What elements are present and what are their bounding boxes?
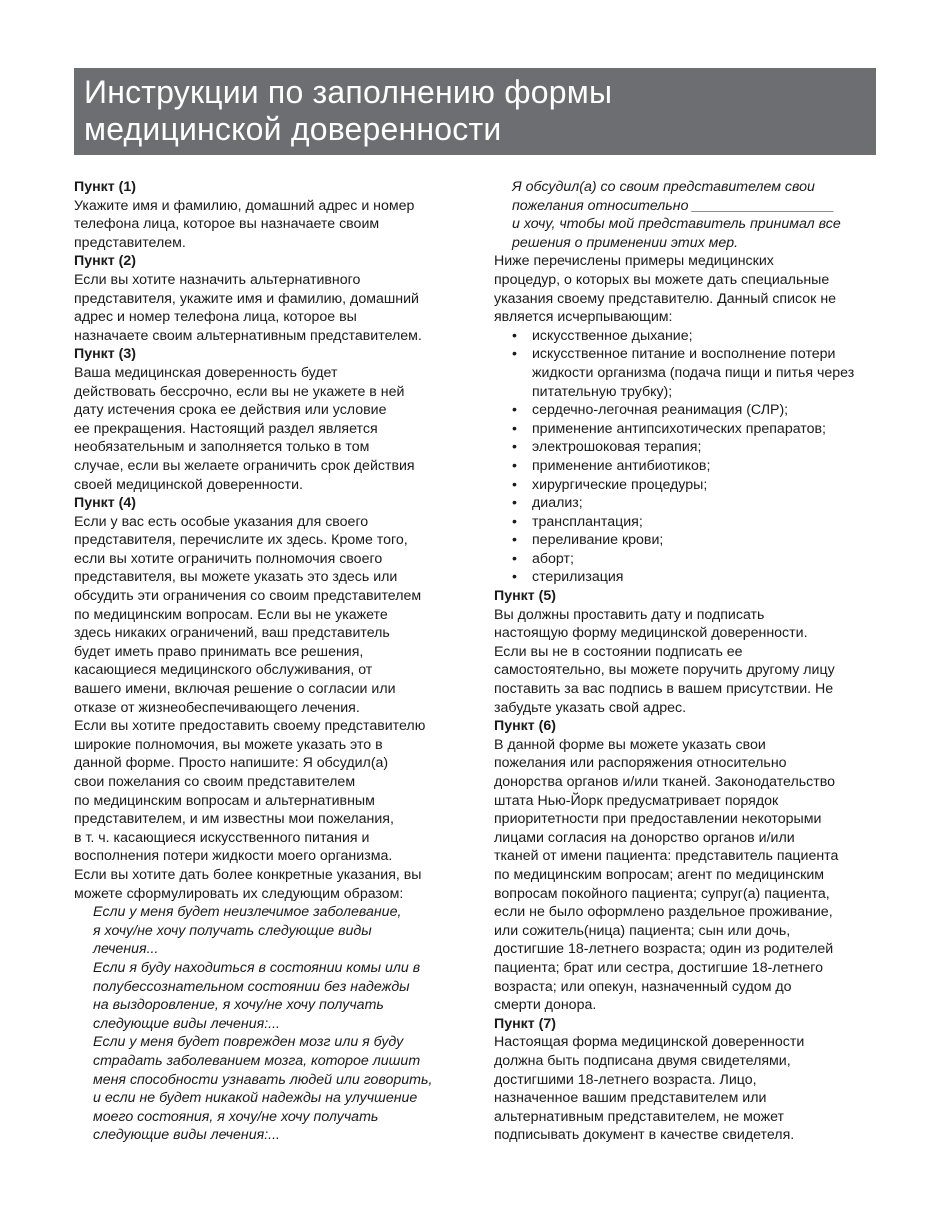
text-line: ее прекращения. Настоящий раздел является: [74, 420, 378, 437]
quote-line: лечения...: [93, 941, 159, 958]
list-item: • сердечно-легочная реанимация (СЛР);: [512, 401, 878, 420]
text-line: Если у вас есть особые указания для своего: [74, 513, 369, 530]
text-line: данной форме. Просто напишите: Я обсудил(а): [74, 755, 389, 772]
text-line: назначенное вашим представителем или: [494, 1090, 767, 1107]
list-item: • переливание крови;: [512, 531, 878, 550]
text-line: Настоящая форма медицинской доверенности: [494, 1034, 805, 1051]
text-line: указания своему представителю. Данный список не: [494, 290, 837, 307]
quote-line: полубессознательном состоянии без надежды: [93, 978, 410, 995]
text-line: является исчерпывающим:: [494, 309, 673, 326]
text-line: представителя, перечислите их здесь. Кроме того,: [74, 532, 408, 549]
text-line: обсудить эти ограничения со своим представителем: [74, 588, 422, 605]
quote-line: Я обсудил(а) со своим представителем свои: [512, 179, 815, 195]
text-line: приоритетности при предоставлении некоторыми: [494, 811, 822, 828]
quote-line: меня способности узнавать людей или говорить,: [93, 1071, 433, 1088]
text-line: по медицинским вопросам. Если вы не укажете: [74, 606, 388, 623]
text-line: восполнения потери жидкости моего организма.: [74, 848, 393, 865]
right-column: [494, 178, 878, 1145]
text-line: лицами согласия на донорство органов и/или: [494, 829, 795, 846]
text-line: Ниже перечислены примеры медицинских: [494, 253, 774, 270]
text-line: Ваша медицинская доверенность будет: [74, 364, 338, 381]
list-item: • применение антипсихотических препаратов;: [512, 420, 878, 439]
text-line: настоящую форму медицинской доверенности.: [494, 625, 808, 642]
text-line: здесь никаких ограничений, ваш представитель: [74, 625, 390, 642]
text-line: вашего имени, включая решение о согласии или: [74, 681, 396, 698]
text-line: пожелания или распоряжения относительно: [494, 755, 787, 772]
section-2: [74, 252, 456, 345]
text-line: В данной форме вы можете указать свои: [494, 736, 766, 753]
text-line: своей медицинской доверенности.: [74, 476, 303, 493]
section-text: [494, 1033, 878, 1145]
section-1: [74, 178, 456, 252]
text-line: действовать бессрочно, если вы не укажете в ней: [74, 383, 405, 400]
text-line: самостоятельно, вы можете поручить другому лицу: [494, 662, 835, 679]
text-line: адрес и номер телефона лица, которое вы: [74, 309, 357, 326]
text-line: процедур, о которых вы можете дать специальные: [494, 271, 830, 288]
section-6: [494, 717, 878, 1015]
list-item: • искусственное питание и восполнение потери жидкости организма (подача пищи и питья через питательную трубку);: [512, 345, 878, 401]
section-text: [74, 513, 456, 903]
section-3: [74, 345, 456, 494]
quote-line: на выздоровление, я хочу/не хочу получать: [93, 997, 384, 1014]
section-text: [74, 271, 456, 345]
section-5: [494, 587, 878, 717]
text-line: случае, если вы желаете ограничить срок действия: [74, 457, 415, 474]
section-7: [494, 1015, 878, 1145]
procedures-intro: [494, 252, 878, 326]
list-item: • электрошоковая терапия;: [512, 438, 878, 457]
list-item: • искусственное дыхание;: [512, 327, 878, 346]
list-item: • трансплантация;: [512, 513, 878, 532]
quote-line: Если у меня будет неизлечимое заболевание,: [93, 904, 402, 921]
text-line: представителя, вы можете указать это здесь или: [74, 569, 398, 586]
section-4: [74, 494, 456, 1145]
text-line: если не было оформлено раздельное проживание,: [494, 904, 833, 921]
text-line: вопросам покойного пациента; супруг(а) пациента,: [494, 885, 830, 902]
text-line: достигшими 18-летнего возраста. Лицо,: [494, 1071, 757, 1088]
quote-line: я хочу/не хочу получать следующие виды: [93, 922, 372, 939]
text-line: если вы хотите ограничить полномочия своего: [74, 550, 383, 567]
quote-line: и если не будет никакой надежды на улучшение: [93, 1090, 418, 1107]
section-heading: Пункт (5): [494, 588, 556, 605]
text-line: дату истечения срока ее действия или условие: [74, 402, 387, 419]
list-item: • применение антибиотиков;: [512, 457, 878, 476]
text-line: по медицинским вопросам и альтернативным: [74, 792, 375, 809]
list-item: • стерилизация: [512, 568, 878, 587]
text-line: касающиеся медицинского обслуживания, от: [74, 662, 373, 679]
text-line: Если вы хотите предоставить своему представителю: [74, 718, 426, 735]
section-text: [494, 736, 878, 1015]
section-heading: Пункт (6): [494, 718, 556, 735]
list-item: • диализ;: [512, 494, 878, 513]
quote-line: решения о применении этих мер.: [512, 234, 739, 251]
text-line: штата Нью-Йорк предусматривает порядок: [494, 792, 779, 809]
text-line: Если вы хотите дать более конкретные указания, вы: [74, 866, 422, 883]
quote-line: моего состояния, я хочу/не хочу получать: [93, 1108, 379, 1125]
text-line: Если вы не в состоянии подписать ее: [494, 643, 743, 660]
section-heading: Пункт (1): [74, 179, 136, 195]
quote-line: страдать заболеванием мозга, которое лишит: [93, 1052, 421, 1069]
text-line: поставить за вас подпись в вашем присутствии. Не: [494, 681, 834, 698]
section-heading: Пункт (3): [74, 346, 136, 363]
text-line: Если вы хотите назначить альтернативного: [74, 271, 361, 288]
text-line: смерти донора.: [494, 997, 597, 1014]
left-column: [74, 178, 456, 1145]
text-line: забудьте указать свой адрес.: [494, 699, 687, 716]
text-line: отказе от жизнеобеспечивающего лечения.: [74, 699, 360, 716]
section-heading: Пункт (2): [74, 253, 136, 270]
text-line: будет иметь право принимать все решения,: [74, 643, 364, 660]
section-heading: Пункт (4): [74, 495, 136, 512]
title-banner: [74, 68, 876, 155]
quote-line: и хочу, чтобы мой представитель принимал все: [512, 216, 841, 233]
section-heading: Пункт (7): [494, 1015, 556, 1032]
text-line: должна быть подписана двумя свидетелями,: [494, 1052, 791, 1069]
text-line: свои пожелания со своим представителем: [74, 774, 356, 790]
text-line: тканей от имени пациента: представитель пациента: [494, 848, 839, 865]
section-text: [74, 364, 456, 494]
example-quotes: [93, 903, 456, 1145]
text-line: широкие полномочия, вы можете указать это в: [74, 736, 383, 753]
section-text: [74, 197, 456, 253]
page-title: [84, 74, 876, 148]
quote-line: следующие виды лечения:...: [93, 1015, 280, 1032]
text-line: подписывать документ в качестве свидетеля.: [494, 1127, 795, 1144]
quote-line: Если у меня будет поврежден мозг или я буду: [93, 1034, 404, 1051]
text-line: назначаете своим альтернативным представителем.: [74, 327, 422, 344]
text-line: необязательным и заполняется только в том: [74, 439, 370, 456]
text-line: возраста; или опекун, назначенный судом до: [494, 978, 792, 995]
text-line: можете сформулировать их следующим образом:: [74, 885, 404, 902]
text-line: телефона лица, которое вы назначаете своим: [74, 216, 380, 233]
text-line: представителя, укажите имя и фамилию, домашний: [74, 290, 419, 307]
text-line: представителем.: [74, 234, 186, 251]
procedures-list: [494, 327, 878, 587]
text-line: достигшие 18-летнего возраста; один из родителей: [494, 941, 834, 958]
text-line: пациента; брат или сестра, достигшие 18-летнего: [494, 959, 823, 976]
list-item: • аборт;: [512, 550, 878, 569]
quote-line: следующие виды лечения:...: [93, 1127, 280, 1144]
text-line: Укажите имя и фамилию, домашний адрес и номер: [74, 197, 415, 214]
section-text: [494, 606, 878, 718]
page-title-line-1: Инструкции по заполнению формы: [84, 74, 613, 110]
text-line: в т. ч. касающиеся искусственного питания и: [74, 829, 370, 846]
text-line: по медицинским вопросам; агент по медицинским: [494, 866, 825, 883]
page-title-line-2: медицинской доверенности: [84, 111, 502, 147]
list-item: • хирургические процедуры;: [512, 476, 878, 495]
text-line: представителем, и им известны мои пожелания,: [74, 811, 394, 828]
quote-line: пожелания относительно __________________: [512, 197, 835, 214]
text-line: альтернативным представителем, не может: [494, 1108, 785, 1125]
quote-line: Если я буду находиться в состоянии комы или в: [93, 959, 421, 976]
text-line: Вы должны проставить дату и подписать: [494, 606, 765, 623]
text-line: донорства органов и/или тканей. Законодательство: [494, 774, 835, 790]
text-line: или сожитель(ница) пациента; сын или дочь,: [494, 922, 791, 939]
example-quotes-continued: [512, 178, 878, 252]
